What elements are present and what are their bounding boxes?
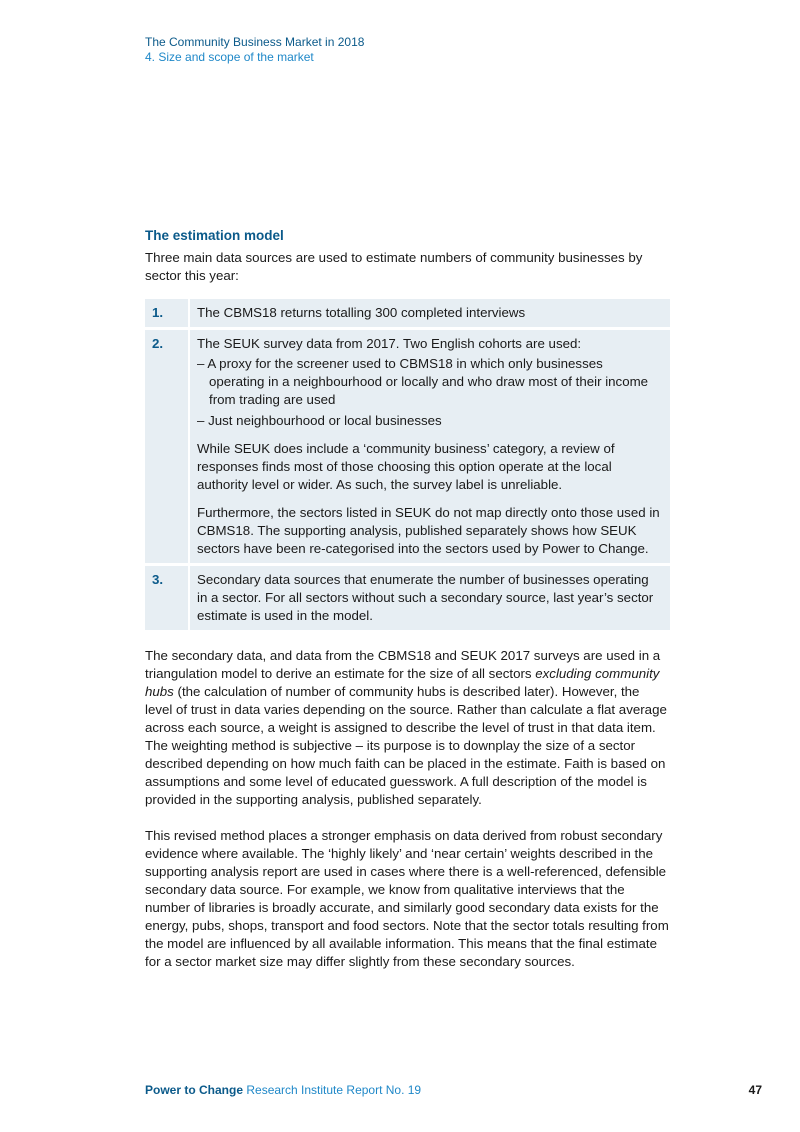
- main-content: [145, 227, 670, 971]
- list-item: – A proxy for the screener used to CBMS18 in which only businesses operating in a neighbourhood or locally and who draw most of their income from trading are used: [197, 356, 649, 407]
- table-row: [145, 330, 670, 563]
- body-paragraph: [145, 647, 670, 809]
- section-heading: The estimation model: [145, 228, 284, 243]
- row-number: 3.: [145, 566, 188, 630]
- row-text: [188, 330, 670, 563]
- paragraph-text: (the calculation of number of community hubs is described later). However, the level of trust in data varies depending on the source. Rather than calculate a flat average across each source, a weight is assigned to describe the level of trust in that data item. The weighting method is subjective – its purpose is to downplay the size of a sector described depending on how much faith can be placed in the estimate. Faith is based on assumptions and some level of educated guesswork. A full description of the model is provided in the supporting analysis, published separately.: [145, 684, 667, 807]
- row-number: 1.: [145, 299, 188, 327]
- emphasis-text: excluding community hubs: [145, 666, 660, 699]
- row-lead-text: The CBMS18 returns totalling 300 completed interviews: [197, 305, 526, 320]
- data-sources-table: [145, 296, 670, 633]
- row-paragraph: While SEUK does include a ‘community business’ category, a review of responses finds most of those choosing this option operate at the local authority level or wider. As such, the survey label is unreliable.: [197, 441, 615, 492]
- chapter-title: 4. Size and scope of the market: [145, 50, 314, 64]
- body-paragraph: This revised method places a stronger emphasis on data derived from robust secondary evidence where available. The ‘highly likely’ and ‘near certain’ weights described in the supporting analysis report are used in cases where there is a well-referenced, defensible secondary data source. For example, we know from qualitative interviews that the number of libraries is broadly accurate, and similarly good secondary data exists for the energy, pubs, shops, transport and food sectors. Note that the sector totals resulting from the model are influenced by all available information. This means that the final estimate for a sector market size may differ slightly from these secondary sources.: [145, 828, 669, 969]
- paragraph-text: The secondary data, and data from the CBMS18 and SEUK 2017 surveys are used in a triangulation model to derive an estimate for the size of all sectors: [145, 648, 661, 681]
- running-header: [145, 35, 364, 65]
- row-lead-text: Secondary data sources that enumerate the number of businesses operating in a sector. For all sectors without such a secondary source, last year’s sector estimate is used in the model.: [197, 572, 654, 623]
- row-paragraph: Furthermore, the sectors listed in SEUK do not map directly onto those used in CBMS18. The supporting analysis, published separately shows how SEUK sectors have been re-categorised into the sectors used by Power to Change.: [197, 505, 660, 556]
- document-title: The Community Business Market in 2018: [145, 35, 365, 49]
- row-number: 2.: [145, 330, 188, 563]
- page-footer: [145, 1082, 762, 1098]
- section-intro: Three main data sources are used to estimate numbers of community businesses by sector this year:: [145, 250, 643, 283]
- row-text: [188, 299, 670, 327]
- table-row: [145, 566, 670, 630]
- table-row: [145, 299, 670, 327]
- row-text: [188, 566, 670, 630]
- footer-brand: Power to Change: [145, 1083, 244, 1097]
- row-lead-text: The SEUK survey data from 2017. Two English cohorts are used:: [197, 336, 582, 351]
- footer-series: Research Institute Report No. 19: [243, 1083, 422, 1097]
- list-item: – Just neighbourhood or local businesses: [197, 413, 442, 428]
- page-number: 47: [748, 1083, 762, 1097]
